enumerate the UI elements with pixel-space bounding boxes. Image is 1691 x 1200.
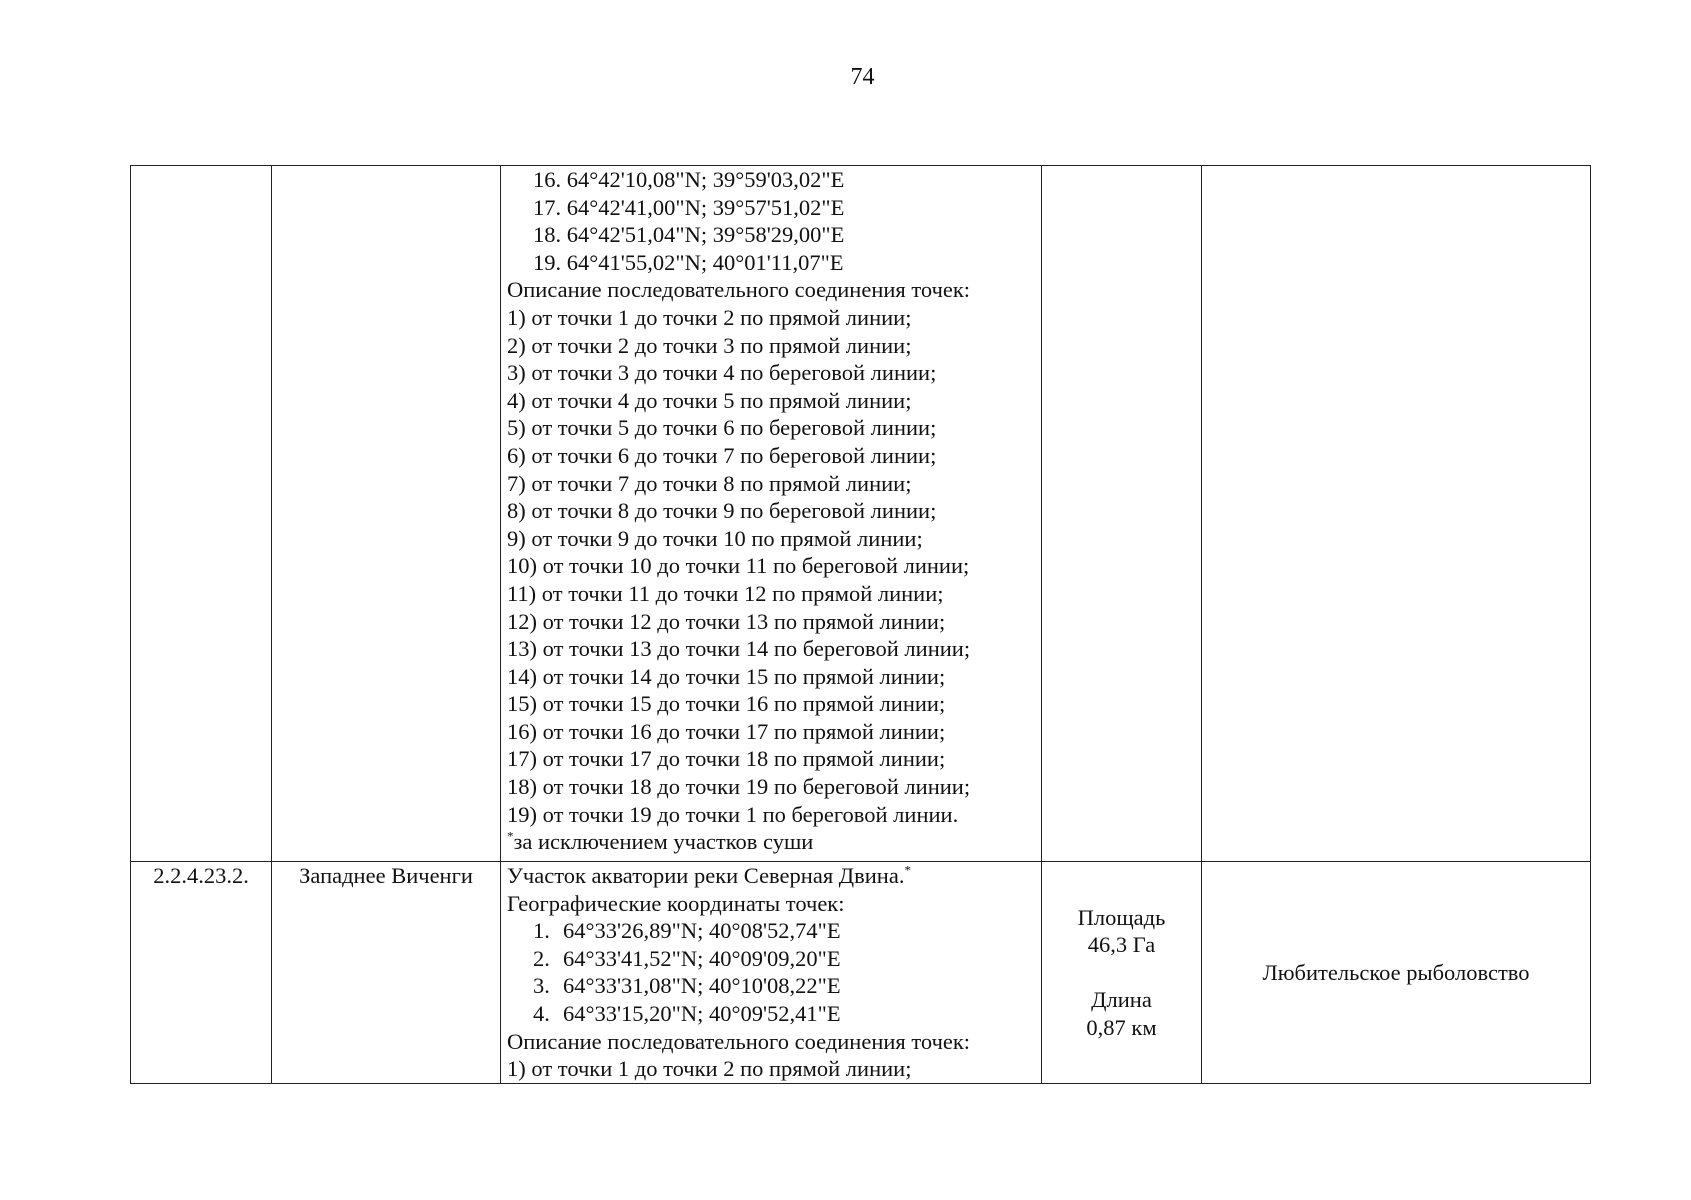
- connection-line: 19) от точки 19 до точки 1 по береговой линии.: [507, 801, 959, 827]
- cell-description-continued: [501, 166, 1042, 862]
- coordinate-point: 19. 64°41'55,02"N; 40°01'11,07"E: [533, 249, 844, 275]
- area-label: Площадь: [1077, 904, 1166, 930]
- connection-title: Описание последовательного соединения точек:: [507, 1028, 971, 1054]
- site-title-mark: *: [904, 862, 911, 878]
- point-coord: 64°33'31,08"N; 40°10'08,22"E: [563, 973, 841, 999]
- footnote: [507, 828, 1035, 856]
- connection-line: 10) от точки 10 до точки 11 по береговой линии;: [507, 553, 970, 579]
- connection-line: 1) от точки 1 до точки 2 по прямой линии;: [507, 304, 912, 330]
- table-row-continued: [131, 166, 1591, 862]
- coordinate-point: [507, 972, 1035, 1000]
- cell-code-empty: [131, 166, 272, 862]
- connection-line: 17) от точки 17 до точки 18 по прямой линии;: [507, 746, 946, 772]
- cell-name-empty: [272, 166, 501, 862]
- point-number: 2.: [533, 945, 550, 971]
- connection-line: 8) от точки 8 до точки 9 по береговой линии;: [507, 498, 937, 524]
- connection-line: 7) от точки 7 до точки 8 по прямой линии;: [507, 470, 912, 496]
- point-number: 3.: [533, 973, 550, 999]
- connection-line: 4) от точки 4 до точки 5 по прямой линии;: [507, 387, 912, 413]
- connection-line: 12) от точки 12 до точки 13 по прямой линии;: [507, 608, 946, 634]
- coordinate-point: 16. 64°42'10,08"N; 39°59'03,02"E: [533, 167, 845, 192]
- connection-line: 18) от точки 18 до точки 19 по береговой линии;: [507, 774, 971, 800]
- connection-line: 15) от точки 15 до точки 16 по прямой линии;: [507, 691, 946, 717]
- connection-line: 6) от точки 6 до точки 7 по береговой линии;: [507, 442, 937, 468]
- cell-name: Западнее Виченги: [272, 862, 501, 1084]
- connection-line: 3) от точки 3 до точки 4 по береговой линии;: [507, 360, 937, 386]
- footnote-text: за исключением участков суши: [513, 829, 814, 855]
- connection-line: 9) от точки 9 до точки 10 по прямой линии;: [507, 525, 923, 551]
- coordinate-point: 17. 64°42'41,00"N; 39°57'51,02"E: [533, 194, 845, 220]
- coords-title: Географические координаты точек:: [507, 890, 845, 916]
- connection-line: 2) от точки 2 до точки 3 по прямой линии;: [507, 332, 912, 358]
- fishing-sites-table: [130, 165, 1591, 1084]
- connection-line: 16) от точки 16 до точки 17 по прямой линии;: [507, 718, 946, 744]
- cell-measure-empty: [1042, 166, 1202, 862]
- site-title-text: Участок акватории реки Северная Двина.: [507, 863, 905, 888]
- table-row-site: [131, 862, 1591, 1084]
- point-coord: 64°33'15,20"N; 40°09'52,41"E: [563, 1000, 841, 1026]
- cell-purpose-empty: [1202, 166, 1591, 862]
- footnote-mark: *: [507, 828, 514, 844]
- coordinate-point: 18. 64°42'51,04"N; 39°58'29,00"E: [533, 222, 845, 248]
- page-number: 74: [850, 64, 875, 90]
- cell-description: [501, 862, 1042, 1084]
- connection-line: 1) от точки 1 до точки 2 по прямой линии;: [507, 1056, 912, 1082]
- connection-line: 5) от точки 5 до точки 6 по береговой линии;: [507, 415, 937, 441]
- cell-measure: [1042, 862, 1202, 1084]
- point-coord: 64°33'41,52"N; 40°09'09,20"E: [563, 945, 841, 971]
- point-number: 1.: [533, 918, 550, 944]
- site-title: [507, 862, 1035, 890]
- cell-purpose: Любительское рыболовство: [1202, 862, 1591, 1084]
- area-value: 46,3 Га: [1087, 932, 1156, 958]
- connection-title: Описание последовательного соединения точек:: [507, 277, 971, 303]
- coordinate-point: [507, 917, 1035, 945]
- cell-code: 2.2.4.23.2.: [131, 862, 272, 1084]
- point-number: 4.: [533, 1000, 550, 1026]
- connection-line: 14) от точки 14 до точки 15 по прямой линии;: [507, 663, 946, 689]
- point-coord: 64°33'26,89"N; 40°08'52,74"E: [563, 918, 841, 944]
- length-value: 0,87 км: [1086, 1014, 1157, 1040]
- coordinate-point: [507, 945, 1035, 973]
- coordinate-point: [507, 1000, 1035, 1028]
- connection-line: 11) от точки 11 до точки 12 по прямой линии;: [507, 580, 944, 606]
- spacer: [1048, 959, 1195, 987]
- length-label: Длина: [1091, 987, 1152, 1013]
- connection-line: 13) от точки 13 до точки 14 по береговой линии;: [507, 636, 971, 662]
